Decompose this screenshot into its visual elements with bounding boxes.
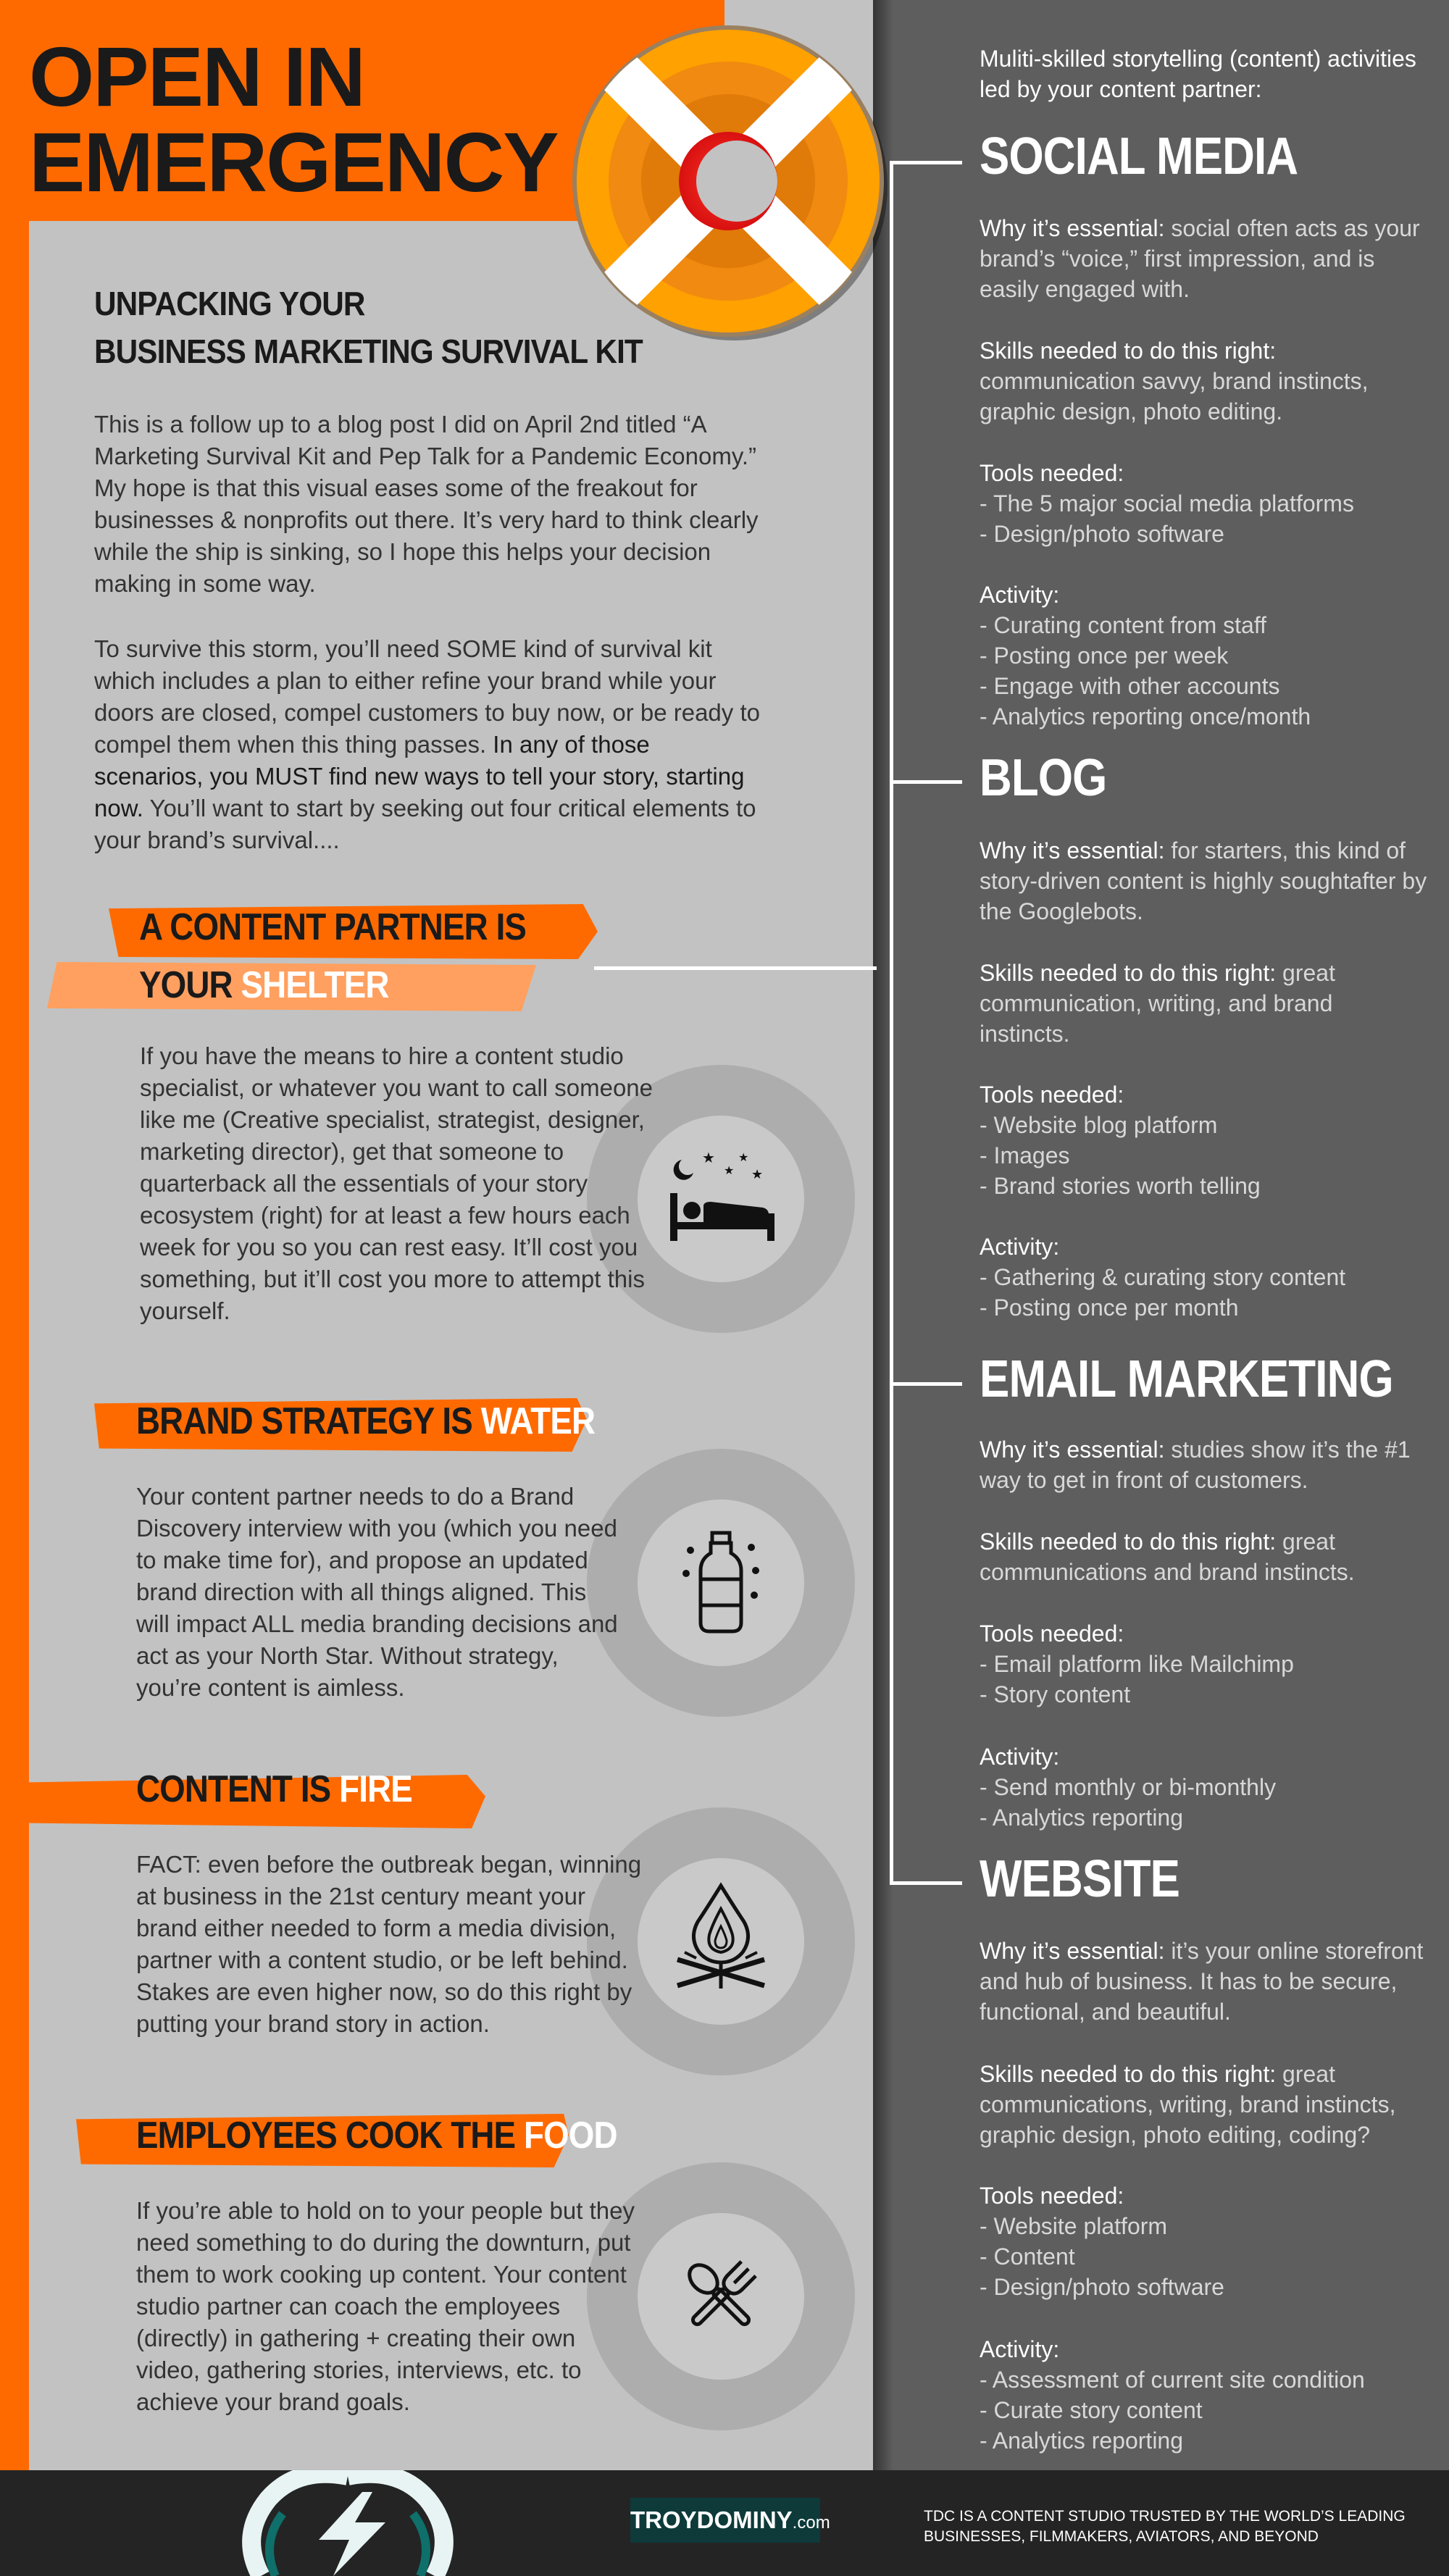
list-item: - Analytics reporting <box>980 2427 1184 2454</box>
social-why-label: Why it’s essential: <box>980 215 1165 241</box>
fork-spoon-icon <box>677 2253 764 2340</box>
water-body: Your content partner needs to do a Brand Discovery interview with you (which you need to make time for), and propose an updated brand direction with all things aligned. This will impact ALL media branding decisions and act as your North Star. Without strategy, you’re content is aimless. <box>136 1483 618 1701</box>
list-item: - Engage with other accounts <box>980 673 1280 699</box>
title-line-1: OPEN IN <box>29 30 364 124</box>
email-skills-label: Skills needed to do this right: <box>980 1529 1277 1555</box>
social-skills-text: communication savvy, brand instincts, graphic design, photo editing. <box>980 368 1369 425</box>
blog-activity <box>980 1231 1429 1323</box>
email-activity <box>980 1741 1429 1833</box>
list-item: - Curating content from staff <box>980 612 1267 638</box>
email-heading: EMAIL MARKETING <box>980 1350 1393 1408</box>
blog-activity-label: Activity: <box>980 1234 1060 1260</box>
blog-tools <box>980 1079 1429 1201</box>
social-activity-label: Activity: <box>980 582 1060 608</box>
website-why-label: Why it’s essential: <box>980 1938 1165 1964</box>
svg-text:★: ★ <box>751 1167 764 1182</box>
email-tools <box>980 1618 1429 1710</box>
website-link[interactable] <box>630 2498 830 2543</box>
email-why <box>980 1434 1429 1495</box>
website-tools-label: Tools needed: <box>980 2183 1124 2209</box>
right-bracket-vertical <box>890 163 893 1883</box>
blog-why-text: for starters, this kind of story-driven content is highly soughtafter by the Googlebots. <box>980 837 1427 924</box>
list-item: - Brand stories worth telling <box>980 1173 1261 1199</box>
water-bottle-icon <box>677 1529 764 1637</box>
website-activity <box>980 2334 1429 2456</box>
intro-heading-line-1: UNPACKING YOUR <box>94 285 365 322</box>
list-item: - Story content <box>980 1681 1131 1707</box>
intro-para2-text: To survive this storm, you’ll need SOME kind of survival kit which includes a plan to either refine your brand while your doors are closed, compel customers to buy now, or be ready to compel them when this thing passes. <box>94 635 760 758</box>
social-skills <box>980 335 1429 427</box>
email-skills-text: great communications and brand instincts. <box>980 1529 1355 1585</box>
email-activity-label: Activity: <box>980 1744 1060 1770</box>
footer-tagline: TDC IS A CONTENT STUDIO TRUSTED BY THE WORLD’S LEADING BUSINESSES, FILMMAKERS, AVIATORS, AND BEYOND <box>924 2508 1406 2545</box>
website-heading: WEBSITE <box>980 1850 1180 1908</box>
water-prefix: BRAND STRATEGY IS <box>136 1400 481 1442</box>
fire-highlight: FIRE <box>339 1768 412 1810</box>
svg-text:★: ★ <box>724 1163 735 1177</box>
right-intro: Muliti-skilled storytelling (content) activities led by your content partner: <box>980 46 1416 102</box>
website-link-tld: .com <box>792 2513 830 2533</box>
website-link-name: TROYDOMINY <box>630 2506 793 2533</box>
list-item: - Assessment of current site condition <box>980 2367 1365 2393</box>
email-why-label: Why it’s essential: <box>980 1437 1165 1463</box>
email-tools-label: Tools needed: <box>980 1621 1124 1647</box>
social-skills-label: Skills needed to do this right: <box>980 338 1277 364</box>
food-prefix: EMPLOYEES COOK THE <box>136 2115 525 2157</box>
list-item: - Analytics reporting <box>980 1805 1184 1831</box>
blog-skills-text: great communication, writing, and brand instincts. <box>980 960 1335 1047</box>
list-item: - Design/photo software <box>980 2274 1224 2300</box>
intro-para2-text-end: You’ll want to start by seeking out four critical elements to your brand’s survival.... <box>94 795 756 853</box>
list-item: - Website blog platform <box>980 1112 1218 1138</box>
list-item: - The 5 major social media platforms <box>980 490 1354 517</box>
intro-paragraph-1: This is a follow up to a blog post I did on April 2nd titled “A Marketing Survival Kit and Pep Talk for a Pandemic Economy.” My hope is that this visual eases some of the freakout for businesses & nonprofits out there. It’s very hard to think clearly while the ship is sinking, so I hope this helps your decision making in some way. <box>94 411 759 597</box>
fire-prefix: CONTENT IS <box>136 1768 340 1810</box>
social-activity <box>980 580 1429 732</box>
svg-text:★: ★ <box>702 1149 715 1166</box>
connector-blog <box>890 780 962 784</box>
website-why-text: it’s your online storefront and hub of business. It has to be secure, functional, and beautiful. <box>980 1938 1424 2025</box>
intro-para2-emphasis: In any of those scenarios, you MUST find new ways to tell your story, starting now. <box>94 731 745 821</box>
food-body: If you’re able to hold on to your people but they need something to do during the downturn, put them to work cooking up content. Your content studio partner can coach the employees (directly) in gathering + creating their own video, gathering stories, interviews, etc. to achieve your brand goals. <box>136 2197 635 2415</box>
blog-tools-label: Tools needed: <box>980 1082 1124 1108</box>
connector-line-shelter <box>594 966 877 970</box>
title-line-2: EMERGENCY <box>29 115 558 209</box>
intro-heading-line-2: BUSINESS MARKETING SURVIVAL KIT <box>94 333 643 370</box>
water-heading <box>136 1400 595 1443</box>
website-tools <box>980 2180 1429 2302</box>
fire-body: FACT: even before the outbreak began, winning at business in the 21st century meant your brand either needed to form a media division, partner with a content studio, or be left behind. Stakes are even higher now, so do this right by putting your brand story in action. <box>136 1851 642 2037</box>
connector-social <box>890 161 962 164</box>
svg-text:★: ★ <box>738 1150 749 1164</box>
website-skills-text: great communications, writing, brand instincts, graphic design, photo editing, coding? <box>980 2061 1396 2148</box>
email-why-text: studies show it’s the #1 way to get in front of customers. <box>980 1437 1411 1493</box>
website-skills <box>980 2059 1429 2150</box>
blog-skills <box>980 958 1429 1049</box>
connector-website <box>890 1881 962 1885</box>
social-tools-label: Tools needed: <box>980 460 1124 486</box>
list-item: - Posting once per month <box>980 1295 1239 1321</box>
social-why <box>980 213 1429 304</box>
food-highlight: FOOD <box>524 2115 617 2157</box>
list-item: - Design/photo software <box>980 521 1224 547</box>
shelter-prefix: YOUR <box>139 964 241 1006</box>
list-item: - Gathering & curating story content <box>980 1264 1346 1290</box>
shelter-heading-line-1: A CONTENT PARTNER IS <box>139 906 527 948</box>
list-item: - Send monthly or bi-monthly <box>980 1774 1277 1800</box>
list-item: - Images <box>980 1142 1070 1168</box>
shelter-body: If you have the means to hire a content studio specialist, or whatever you want to call someone like me (Creative specialist, strategist, designer, marketing director), get that someone to quarterback all the essentials of your story ecosystem (right) for at least a few hours each week for you so you can rest easy. It’ll cost you something, but it’ll cost you more to attempt this yourself. <box>140 1042 653 1324</box>
water-highlight: WATER <box>480 1400 596 1442</box>
bed-icon <box>663 1141 779 1257</box>
blog-heading: BLOG <box>980 749 1107 807</box>
list-item: - Analytics reporting once/month <box>980 703 1311 729</box>
blog-skills-label: Skills needed to do this right: <box>980 960 1277 986</box>
fire-heading <box>136 1768 412 1811</box>
social-tools <box>980 458 1429 549</box>
website-skills-label: Skills needed to do this right: <box>980 2061 1277 2087</box>
lightning-logo <box>217 2470 478 2576</box>
list-item: - Content <box>980 2243 1075 2270</box>
social-why-text: social often acts as your brand’s “voice,” first impression, and is easily engaged with. <box>980 215 1420 302</box>
blog-why <box>980 835 1429 927</box>
blog-why-label: Why it’s essential: <box>980 837 1165 863</box>
list-item: - Posting once per week <box>980 643 1229 669</box>
list-item: - Website platform <box>980 2213 1168 2239</box>
campfire-icon <box>663 1880 779 1996</box>
intro-paragraph-2 <box>94 633 761 856</box>
list-item: - Email platform like Mailchimp <box>980 1651 1294 1677</box>
connector-email <box>890 1382 962 1386</box>
social-heading: SOCIAL MEDIA <box>980 127 1298 185</box>
shelter-heading-line-2 <box>139 963 389 1007</box>
website-activity-label: Activity: <box>980 2336 1060 2362</box>
list-item: - Curate story content <box>980 2397 1203 2423</box>
lifebuoy-icon <box>569 22 888 340</box>
food-heading <box>136 2114 617 2157</box>
shelter-highlight: SHELTER <box>241 964 389 1006</box>
website-why <box>980 1936 1429 2027</box>
email-skills <box>980 1526 1429 1587</box>
